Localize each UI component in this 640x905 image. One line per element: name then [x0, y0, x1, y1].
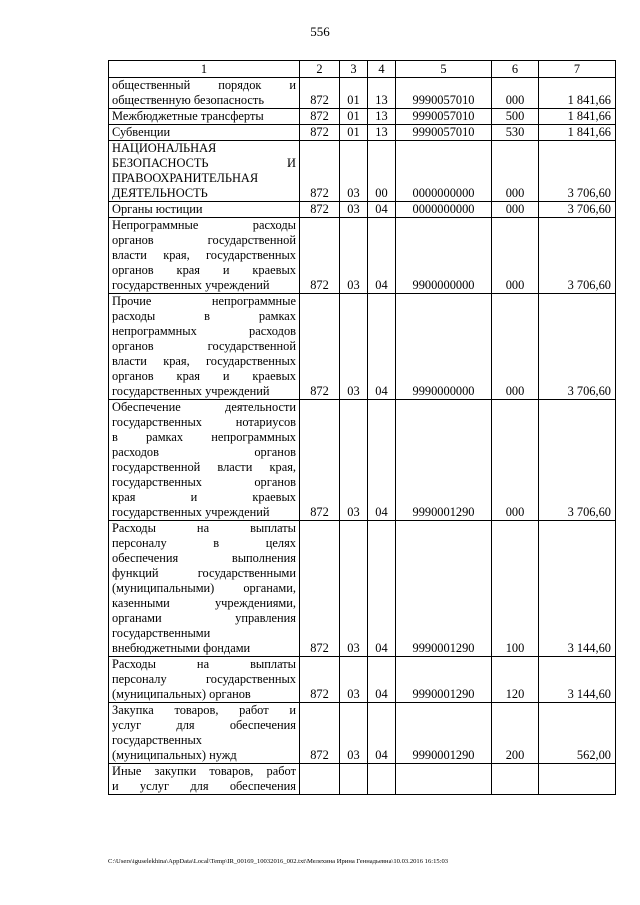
- row-name-line: (муниципальными) органами,: [112, 581, 296, 595]
- budget-table: [108, 60, 616, 795]
- footer-file-path: C:\Users\iguselekhina\AppData\Local\Temp\IR_00169_10032016_002.txt\Мелехина Ирина Геннадьевна\10.03.2016 16:15:03: [108, 858, 449, 865]
- target-article-cell: 9990000000: [396, 294, 492, 400]
- row-name-line: Межбюджетные трансферты: [112, 109, 264, 123]
- row-name-line: края и краевых: [112, 490, 296, 504]
- section-code-cell: 03: [340, 400, 368, 521]
- row-name-line: органов государственной: [112, 233, 296, 247]
- row-name-line: расходов органов: [112, 445, 296, 459]
- subsection-code-cell: 13: [368, 125, 396, 141]
- row-name-line: органов края и краевых: [112, 369, 296, 383]
- target-article-cell: 0000000000: [396, 202, 492, 218]
- target-article-cell: 9990001290: [396, 657, 492, 703]
- target-article-cell: 9990057010: [396, 125, 492, 141]
- row-name-line: государственных органов: [112, 475, 296, 489]
- row-name-line: Прочие непрограммные: [112, 294, 296, 308]
- header-cell: 2: [300, 61, 340, 78]
- amount-cell: [539, 764, 616, 795]
- row-name-cell: [109, 657, 300, 703]
- subsection-code-cell: 13: [368, 78, 396, 109]
- expense-type-cell: 100: [492, 521, 539, 657]
- section-code-cell: 03: [340, 703, 368, 764]
- expense-type-cell: 120: [492, 657, 539, 703]
- row-name-cell: [109, 294, 300, 400]
- section-code-cell: 03: [340, 294, 368, 400]
- target-article-cell: 9990001290: [396, 521, 492, 657]
- row-name-line: государственных нотариусов: [112, 415, 296, 429]
- row-name-line: Расходы на выплаты: [112, 521, 296, 535]
- table-row: [109, 764, 616, 795]
- expense-type-cell: 000: [492, 294, 539, 400]
- row-name-line: БЕЗОПАСНОСТЬ И: [112, 156, 296, 170]
- section-code-cell: 03: [340, 218, 368, 294]
- row-name-line: государственных учреждений: [112, 505, 270, 519]
- row-name-line: Субвенции: [112, 125, 171, 139]
- target-article-cell: 9990001290: [396, 703, 492, 764]
- row-name-line: Обеспечение деятельности: [112, 400, 296, 414]
- row-name-line: ДЕЯТЕЛЬНОСТЬ: [112, 186, 208, 200]
- row-name-cell: [109, 703, 300, 764]
- section-code-cell: [340, 764, 368, 795]
- amount-cell: 1 841,66: [539, 78, 616, 109]
- row-name-line: органами управления: [112, 611, 296, 625]
- table-row: [109, 109, 616, 125]
- section-code-cell: 01: [340, 78, 368, 109]
- row-name-line: услуг для обеспечения: [112, 718, 296, 732]
- row-name-line: расходы в рамках: [112, 309, 296, 323]
- row-name-line: Закупка товаров, работ и: [112, 703, 296, 717]
- section-code-cell: 03: [340, 657, 368, 703]
- target-article-cell: 9990057010: [396, 109, 492, 125]
- admin-code-cell: 872: [300, 294, 340, 400]
- row-name-line: и услуг для обеспечения: [112, 779, 296, 793]
- subsection-code-cell: 00: [368, 141, 396, 202]
- subsection-code-cell: 04: [368, 218, 396, 294]
- table-header-row: [109, 61, 616, 78]
- row-name-line: внебюджетными фондами: [112, 641, 251, 655]
- row-name-line: государственных учреждений: [112, 278, 270, 292]
- row-name-line: в рамках непрограммных: [112, 430, 296, 444]
- table-row: [109, 202, 616, 218]
- admin-code-cell: 872: [300, 141, 340, 202]
- row-name-cell: [109, 764, 300, 795]
- row-name-line: общественную безопасность: [112, 93, 264, 107]
- admin-code-cell: 872: [300, 218, 340, 294]
- amount-cell: 1 841,66: [539, 109, 616, 125]
- subsection-code-cell: 04: [368, 202, 396, 218]
- row-name-line: персоналу в целях: [112, 536, 296, 550]
- expense-type-cell: 500: [492, 109, 539, 125]
- section-code-cell: 01: [340, 125, 368, 141]
- table-row: [109, 141, 616, 202]
- amount-cell: 3 706,60: [539, 202, 616, 218]
- amount-cell: 3 706,60: [539, 218, 616, 294]
- row-name-line: (муниципальных) органов: [112, 687, 251, 701]
- subsection-code-cell: 04: [368, 400, 396, 521]
- expense-type-cell: 200: [492, 703, 539, 764]
- table-row: [109, 78, 616, 109]
- expense-type-cell: 000: [492, 78, 539, 109]
- row-name-line: казенными учреждениями,: [112, 596, 296, 610]
- amount-cell: 3 144,60: [539, 521, 616, 657]
- amount-cell: 3 706,60: [539, 400, 616, 521]
- row-name-line: обеспечения выполнения: [112, 551, 296, 565]
- section-code-cell: 03: [340, 521, 368, 657]
- subsection-code-cell: [368, 764, 396, 795]
- section-code-cell: 03: [340, 202, 368, 218]
- admin-code-cell: 872: [300, 202, 340, 218]
- target-article-cell: [396, 764, 492, 795]
- subsection-code-cell: 04: [368, 294, 396, 400]
- row-name-line: государственной власти края,: [112, 460, 296, 474]
- amount-cell: 562,00: [539, 703, 616, 764]
- table-row: [109, 703, 616, 764]
- expense-type-cell: 530: [492, 125, 539, 141]
- row-name-line: Иные закупки товаров, работ: [112, 764, 296, 778]
- subsection-code-cell: 13: [368, 109, 396, 125]
- row-name-cell: [109, 521, 300, 657]
- subsection-code-cell: 04: [368, 657, 396, 703]
- section-code-cell: 03: [340, 141, 368, 202]
- row-name-line: власти края, государственных: [112, 354, 296, 368]
- header-cell: 5: [396, 61, 492, 78]
- row-name-line: функций государственными: [112, 566, 296, 580]
- row-name-line: Непрограммные расходы: [112, 218, 296, 232]
- row-name-cell: [109, 78, 300, 109]
- row-name-line: (муниципальных) нужд: [112, 748, 237, 762]
- admin-code-cell: 872: [300, 109, 340, 125]
- admin-code-cell: [300, 764, 340, 795]
- row-name-line: органов края и краевых: [112, 263, 296, 277]
- row-name-cell: [109, 400, 300, 521]
- row-name-cell: [109, 218, 300, 294]
- row-name-cell: [109, 202, 300, 218]
- row-name-line: НАЦИОНАЛЬНАЯ: [112, 141, 217, 155]
- admin-code-cell: 872: [300, 400, 340, 521]
- header-cell: 7: [539, 61, 616, 78]
- header-cell: 4: [368, 61, 396, 78]
- amount-cell: 3 706,60: [539, 141, 616, 202]
- row-name-cell: [109, 109, 300, 125]
- amount-cell: 3 706,60: [539, 294, 616, 400]
- header-cell: 3: [340, 61, 368, 78]
- admin-code-cell: 872: [300, 521, 340, 657]
- row-name-line: непрограммных расходов: [112, 324, 296, 338]
- amount-cell: 1 841,66: [539, 125, 616, 141]
- row-name-line: органов государственной: [112, 339, 296, 353]
- row-name-line: государственных: [112, 733, 203, 747]
- admin-code-cell: 872: [300, 125, 340, 141]
- target-article-cell: 0000000000: [396, 141, 492, 202]
- section-code-cell: 01: [340, 109, 368, 125]
- header-cell: 6: [492, 61, 539, 78]
- target-article-cell: 9900000000: [396, 218, 492, 294]
- header-cell: 1: [109, 61, 300, 78]
- row-name-line: государственных учреждений: [112, 384, 270, 398]
- subsection-code-cell: 04: [368, 703, 396, 764]
- row-name-line: Органы юстиции: [112, 202, 203, 216]
- table-row: [109, 218, 616, 294]
- target-article-cell: 9990001290: [396, 400, 492, 521]
- admin-code-cell: 872: [300, 703, 340, 764]
- expense-type-cell: 000: [492, 202, 539, 218]
- table-row: [109, 521, 616, 657]
- expense-type-cell: 000: [492, 141, 539, 202]
- expense-type-cell: 000: [492, 218, 539, 294]
- amount-cell: 3 144,60: [539, 657, 616, 703]
- table-row: [109, 657, 616, 703]
- admin-code-cell: 872: [300, 657, 340, 703]
- row-name-line: Расходы на выплаты: [112, 657, 296, 671]
- row-name-cell: [109, 141, 300, 202]
- row-name-cell: [109, 125, 300, 141]
- subsection-code-cell: 04: [368, 521, 396, 657]
- admin-code-cell: 872: [300, 78, 340, 109]
- row-name-line: общественный порядок и: [112, 78, 296, 92]
- target-article-cell: 9990057010: [396, 78, 492, 109]
- table-row: [109, 294, 616, 400]
- page-number: 556: [310, 24, 330, 39]
- row-name-line: персоналу государственных: [112, 672, 296, 686]
- row-name-line: государственными: [112, 626, 211, 640]
- expense-type-cell: [492, 764, 539, 795]
- table-row: [109, 400, 616, 521]
- row-name-line: ПРАВООХРАНИТЕЛЬНАЯ: [112, 171, 259, 185]
- row-name-line: власти края, государственных: [112, 248, 296, 262]
- table-row: [109, 125, 616, 141]
- expense-type-cell: 000: [492, 400, 539, 521]
